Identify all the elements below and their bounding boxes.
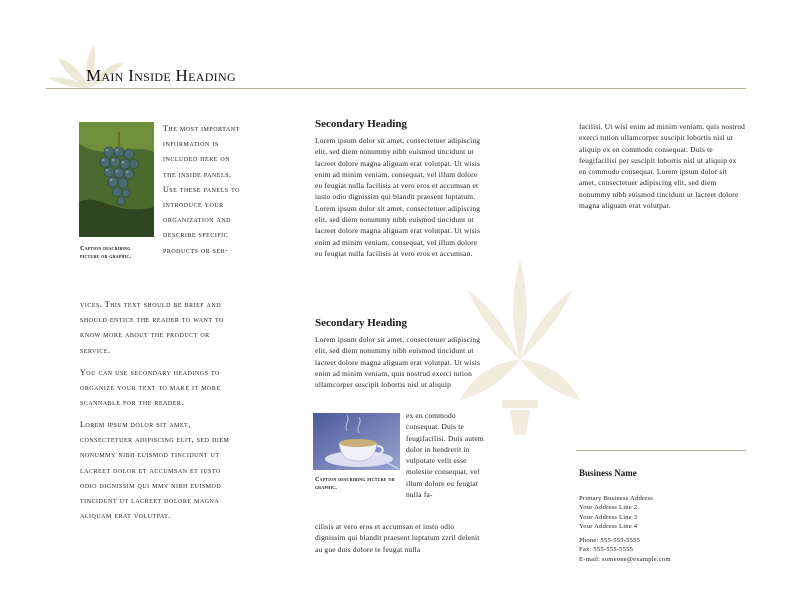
- business-divider: [576, 450, 746, 451]
- business-name: Business Name: [579, 468, 637, 478]
- body-text-2-bottom: cilisis at vero eros et accumsan et iusto odio dignissim qui blandit praesent luptatum zzril delenit au gue duis dolore te feugat nulla: [315, 522, 480, 554]
- business-address: [579, 494, 653, 532]
- fax-line: Fax: 555-555-5555: [579, 546, 634, 554]
- phone-line: Phone: 555-555-5555: [579, 537, 641, 544]
- teacup-caption: Caption describing picture or graphic.: [315, 476, 395, 492]
- body-text-1: Lorem ipsum dolor sit amet, consectetuer adipiscing elit, sed diem nonummy nibh euismod tincidunt ut lacreet dolore magna aliguam erat volutpat. Ut wisis enim ad minim veniam, consequat, vel illum dolore eu feugiat nulla facilisis at vero eros et accumsan et iusto odio dignissim qui blandit praesent luptatum. Lorem ipsum dolor sit amet, consectetuer adipiscing elit, sed diem nonummy nibh euismod tincidunt ut lacreet dolore magna aliguam erat volutpat. Ut wisis enim ad minim veniam, consequat, vel illum dolore eu feugiat nulla facilisis at vero eros et accumsan.: [315, 136, 481, 258]
- business-contact: [579, 536, 671, 564]
- teacup-photo-icon: [313, 413, 400, 470]
- secondary-heading-2: Secondary Heading: [315, 317, 407, 329]
- teacup-photo: [313, 413, 400, 470]
- address-line-4: Your Address Line 4: [579, 523, 638, 531]
- address-line-1: Primary Business Address: [579, 495, 654, 502]
- address-line-2: Your Address Line 2: [579, 504, 638, 512]
- lorem-paragraph-col1: Lorem ipsum dolor sit amet, consectetuer adipiscing elit, sed diem nonummy nibh euismod tincidunt ut lacreet dolor et accumsan et iusto odio dignissim qui mmy nibh euismod tincidunt ut lacreet dolore magna aliquam erat volutpat.: [80, 420, 230, 521]
- email-line[interactable]: E-mail: someone@example.com: [579, 555, 671, 563]
- secondary-heading-1: Secondary Heading: [315, 118, 407, 130]
- address-line-3: Your Address Line 3: [579, 513, 638, 521]
- body-text-col3: facilisi. Ut wisi enim ad minim veniam, quis nostrud exerci tution ullamcorper suscipit lobortis nisl ut aliquip ex en commodo consequat. Duis te feugifacilisi per suscipit lobortis nisl ut aliquip ex en commodo consequat. Lorem ipsum dolor sit amet, consectetuer adipiscing elit, sed diem nonummy nibh euismod tincidunt ut lacreet dolore magna aliguam erat volutpat.: [579, 122, 745, 211]
- intro-text-wide: vices. This text should be brief and should entice the reader to want to know more about the product or service.: [80, 300, 224, 355]
- page-title: Main Inside Heading: [86, 66, 236, 85]
- grapes-photo-icon: [79, 122, 154, 237]
- body-text-2-top: Lorem ipsum dolor sit amet, consectetuer adipiscing elit, sed diem nonummy nibh euismod tincidunt ut lacreet dolore magna aliguam erat volutpat. Ut wisis enim ad minim veniam, quis nostrud exerci tution ullamcorper suscipit lobortis nisl ut aliquip: [315, 335, 481, 390]
- body-text-2-wrap: ex en commodo consequat. Duis te feugifacilisi. Duis autem dolor in hendrerit in vulputate velit esse molestie consequat, vel illum dolore eu feugiat nulla fa-: [406, 411, 484, 500]
- intro-text-narrow: The most important information is included here on the inside panels. Use these panels to introduce your organization and describe specific products or ser-: [163, 124, 240, 255]
- grapes-caption: Caption describing picture or graphic.: [80, 245, 132, 261]
- secondary-headings-tip: You can use secondary headings to organize your text to make it more scannable for the reader.: [80, 368, 221, 408]
- header-divider: [46, 88, 746, 89]
- grapes-photo: [79, 122, 154, 237]
